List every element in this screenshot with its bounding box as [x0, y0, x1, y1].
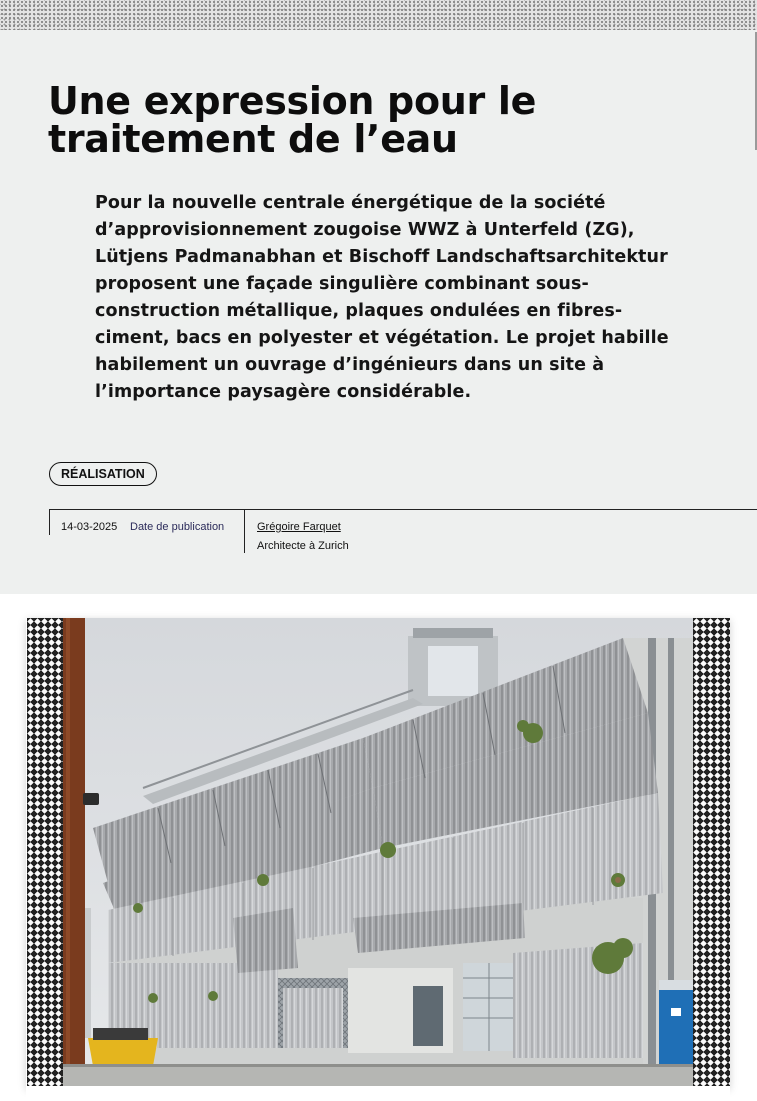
article-lead: Pour la nouvelle centrale énergétique de la société d’approvisionnement zougoise WWZ à Unterfeld (ZG), Lütjens Padmanabhan et Bischoff Landschaftsarchitektur proposent une façade singulière combinant sous-construction métallique, plaques ondulées en fibres-ciment, bacs en polyester et végétation. Le projet habille habilement un ouvrage d’ingénieurs dans un site à l’importance paysagère considérable.: [95, 193, 669, 402]
category-tag[interactable]: RÉALISATION: [49, 462, 157, 486]
author-role: Architecte à Zurich: [257, 540, 349, 552]
hero-photo: [63, 618, 693, 1086]
decorative-noise-strip: [0, 0, 757, 30]
decorative-pattern-left: [27, 618, 64, 1086]
author-link[interactable]: Grégoire Farquet: [257, 521, 341, 533]
hero-caption-area: [26, 1086, 730, 1101]
decorative-pattern-right: [693, 618, 730, 1086]
article-title: Une expression pour le traitement de l’eau: [48, 79, 537, 161]
meta-divider-left: [49, 509, 50, 535]
publication-date-label: Date de publication: [130, 521, 225, 533]
publication-date: 14-03-2025: [61, 521, 118, 533]
meta-divider-middle: [244, 509, 245, 553]
meta-divider: [49, 509, 757, 510]
